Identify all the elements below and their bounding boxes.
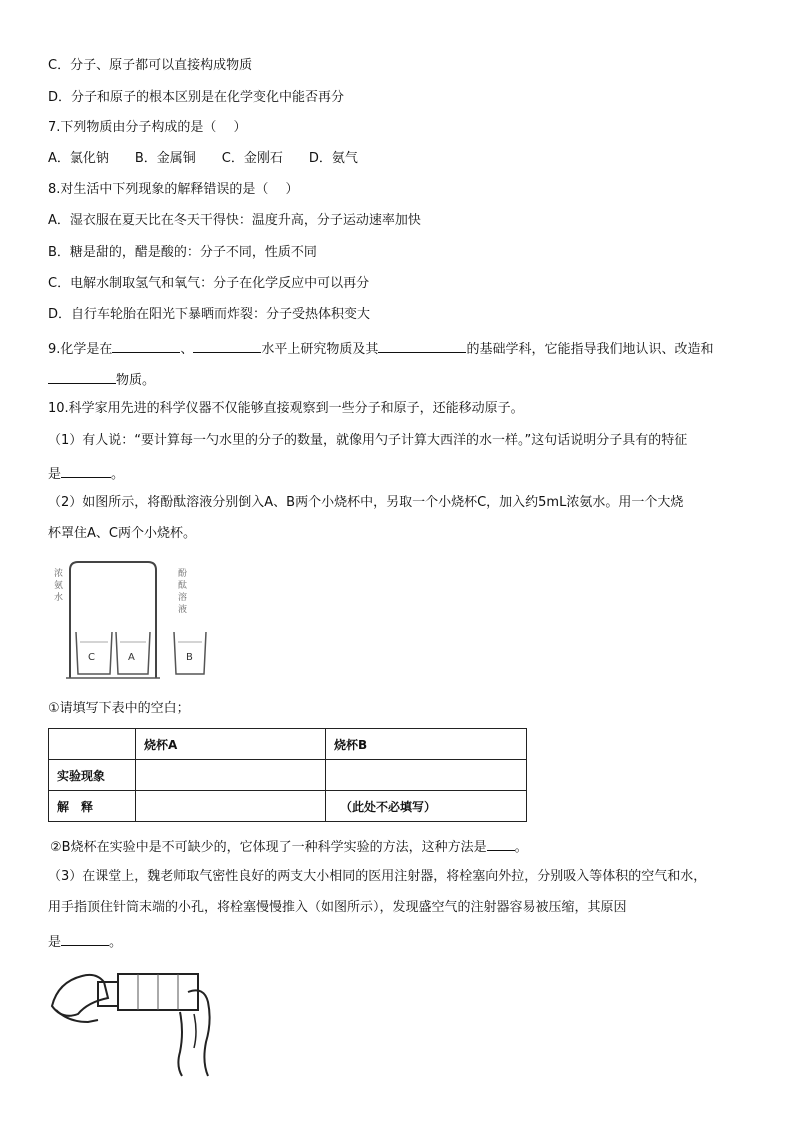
q10-2c-text: ②B烧杯在实验中是不可缺少的，它体现了一种科学实验的方法，这种方法是	[50, 840, 487, 855]
q9-blank-1[interactable]	[112, 338, 180, 353]
question-8-option-c: C．电解水制取氢气和氧气：分子在化学反应中可以再分	[48, 276, 370, 291]
table-cell-input[interactable]	[326, 760, 527, 791]
fill-table-instruction: ①请填写下表中的空白；	[48, 701, 190, 716]
table-row	[49, 760, 527, 791]
q10-2c-end: 。	[514, 840, 528, 855]
question-7: 7.下列物质由分子构成的是（ ）	[48, 120, 247, 135]
q10-1-text-c: 。	[111, 467, 125, 482]
question-8-option-a: A．湿衣服在夏天比在冬天干得快：温度升高，分子运动速率加快	[48, 213, 421, 228]
question-10-2c	[50, 836, 528, 857]
table-cell-input[interactable]	[136, 791, 326, 822]
table-header-row	[49, 729, 527, 760]
q9-blank-3[interactable]	[378, 338, 466, 353]
beaker-c-label: C	[88, 652, 95, 663]
phenol-label-4: 液	[178, 605, 188, 615]
phenol-label-1: 酚	[178, 569, 188, 579]
question-8: 8.对生活中下列现象的解释错误的是（ ）	[48, 182, 299, 197]
phenol-label-3: 溶	[178, 593, 188, 603]
question-10-2-line1: （2）如图所示，将酚酞溶液分别倒入A、B两个小烧杯中，另取一个小烧杯C，加入约5mL浓氨水。用一个大烧	[48, 495, 684, 510]
large-beaker	[70, 562, 156, 678]
q9-text-e: 物质。	[116, 373, 156, 388]
left-hand	[52, 975, 108, 1016]
ammonia-label-2: 氨	[54, 581, 64, 591]
question-9-line1	[48, 338, 713, 359]
table-cell	[49, 729, 136, 760]
question-10-3-line3	[48, 931, 122, 952]
q10-3-text-c: 是	[48, 935, 62, 950]
q9-text-d: 的基础学科，它能指导我们地认识、改造和	[466, 342, 714, 357]
table-row-label: 解 释	[49, 791, 136, 822]
q10-3-text-d: 。	[109, 935, 123, 950]
beaker-experiment-figure	[48, 556, 218, 686]
phenol-label-2: 酞	[178, 581, 188, 591]
observation-table	[48, 728, 527, 822]
q9-text-b: 、	[180, 342, 194, 357]
ammonia-label-3: 水	[54, 593, 64, 603]
table-row-label: 实验现象	[49, 760, 136, 791]
question-9-line2	[48, 369, 155, 390]
question-7-options: A．氯化钠 B．金属铜 C．金刚石 D．氨气	[48, 151, 358, 166]
syringe-figure	[48, 962, 220, 1078]
option-c: C．分子、原子都可以直接构成物质	[48, 58, 253, 73]
q10-3-blank[interactable]	[61, 931, 109, 946]
q9-text-c: 水平上研究物质及其	[261, 342, 379, 357]
option-d: D．分子和原子的根本区别是在化学变化中能否再分	[48, 90, 345, 105]
beaker-a-label: A	[128, 652, 135, 663]
q9-blank-2[interactable]	[193, 338, 261, 353]
question-8-option-b: B．糖是甜的，醋是酸的：分子不同，性质不同	[48, 245, 317, 260]
table-cell-input[interactable]	[136, 760, 326, 791]
q10-2c-blank[interactable]	[487, 836, 515, 851]
question-10: 10.科学家用先进的科学仪器不仅能够直接观察到一些分子和原子，还能移动原子。	[48, 401, 524, 416]
question-8-option-d: D．自行车轮胎在阳光下暴晒而炸裂：分子受热体积变大	[48, 307, 371, 322]
ammonia-label-1: 浓	[54, 569, 64, 579]
table-row	[49, 791, 527, 822]
question-10-1-line2	[48, 463, 124, 484]
beaker-b-label: B	[186, 652, 193, 663]
table-header-b: 烧杯B	[326, 729, 527, 760]
question-10-3-line1: （3）在课堂上，魏老师取气密性良好的两支大小相同的医用注射器，将栓塞向外拉，分别吸入等体积的空气和水，	[48, 869, 707, 884]
question-10-1-line1: （1）有人说：“要计算每一勺水里的分子的数量，就像用勺子计算大西洋的水一样。”这句话说明分子具有的特征	[48, 433, 688, 448]
table-header-a: 烧杯A	[136, 729, 326, 760]
q9-blank-4[interactable]	[48, 369, 116, 384]
table-cell-note: （此处不必填写）	[326, 791, 527, 822]
question-10-2-line2: 杯罩住A、C两个小烧杯。	[48, 526, 196, 541]
question-10-3-line2: 用手指顶住针筒末端的小孔，将栓塞慢慢推入（如图所示），发现盛空气的注射器容易被压缩，其原因	[48, 900, 627, 915]
q9-text-a: 9.化学是在	[48, 342, 113, 357]
q10-1-blank[interactable]	[61, 463, 111, 478]
q10-1-text-b: 是	[48, 467, 62, 482]
